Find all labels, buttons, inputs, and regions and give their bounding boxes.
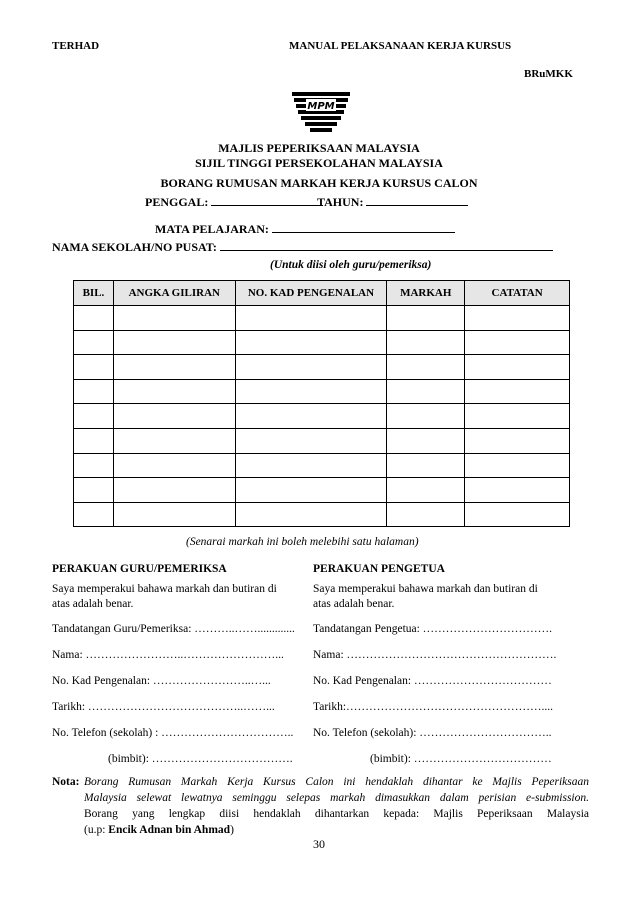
table-footnote: (Senarai markah ini boleh melebihi satu halaman) (186, 536, 419, 548)
cell-markah[interactable] (387, 355, 465, 380)
cell-bil[interactable] (74, 330, 114, 355)
cell-markah[interactable] (387, 428, 465, 453)
note-line-4 (84, 823, 234, 838)
table-row (74, 428, 570, 453)
table-row (74, 355, 570, 380)
cell-angka-giliran[interactable] (113, 478, 235, 503)
cell-angka-giliran[interactable] (113, 355, 235, 380)
cell-angka-giliran[interactable] (113, 428, 235, 453)
col-bil: BIL. (74, 281, 114, 306)
table-row (74, 502, 570, 527)
cell-bil[interactable] (74, 355, 114, 380)
penggal-line[interactable] (211, 194, 323, 206)
cell-bil[interactable] (74, 478, 114, 503)
penggal-field[interactable] (145, 194, 323, 210)
cell-markah[interactable] (387, 453, 465, 478)
cell-catatan[interactable] (465, 404, 570, 429)
cell-markah[interactable] (387, 379, 465, 404)
cell-catatan[interactable] (465, 306, 570, 331)
cell-angka-giliran[interactable] (113, 306, 235, 331)
right-mobile-field[interactable]: (bimbit): ……………………………… (370, 753, 552, 765)
cell-no-kad-pengenalan[interactable] (235, 379, 387, 404)
cell-catatan[interactable] (465, 502, 570, 527)
nama-sekolah-line[interactable] (220, 239, 553, 251)
col-markah: MARKAH (387, 281, 465, 306)
table-row (74, 379, 570, 404)
tahun-line[interactable] (366, 194, 468, 206)
mpm-logo (290, 90, 352, 136)
marks-table-header (74, 281, 570, 306)
cell-bil[interactable] (74, 379, 114, 404)
cell-catatan[interactable] (465, 453, 570, 478)
left-signature-field[interactable]: Tandatangan Guru/Pemeriksa: ………..……............. (52, 623, 295, 635)
title-form: BORANG RUMUSAN MARKAH KERJA KURSUS CALON (160, 176, 478, 190)
penggal-label: PENGGAL: (145, 195, 209, 209)
title-certificate: SIJIL TINGGI PERSEKOLAHAN MALAYSIA (195, 156, 443, 170)
title-council: MAJLIS PEPERIKSAAN MALAYSIA (218, 141, 420, 155)
right-ic-field[interactable]: No. Kad Pengenalan: ……………………………… (313, 675, 552, 687)
left-ic-field[interactable]: No. Kad Pengenalan: ……………………..…... (52, 675, 271, 687)
right-phone-field[interactable]: No. Telefon (sekolah): …………………………….. (313, 727, 552, 739)
cell-no-kad-pengenalan[interactable] (235, 478, 387, 503)
header-code: BRuMKK (524, 68, 573, 80)
right-decl-title: PERAKUAN PENGETUA (313, 563, 445, 575)
marks-table-body (74, 306, 570, 527)
right-signature-field[interactable]: Tandatangan Pengetua: ……………………………. (313, 623, 553, 635)
left-phone-field[interactable]: No. Telefon (sekolah) : …………………………….. (52, 727, 294, 739)
cell-no-kad-pengenalan[interactable] (235, 330, 387, 355)
cell-bil[interactable] (74, 404, 114, 429)
marks-table (73, 280, 570, 527)
note-line-3: Borang yang lengkap diisi hendaklah dihantarkan kepada: Majlis Peperiksaan Malaysia (84, 808, 589, 820)
mata-pelajaran-label: MATA PELAJARAN: (155, 222, 269, 236)
svg-text:MPM: MPM (307, 101, 335, 112)
cell-bil[interactable] (74, 502, 114, 527)
left-mobile-field[interactable]: (bimbit): ………………………………. (108, 753, 293, 765)
cell-no-kad-pengenalan[interactable] (235, 306, 387, 331)
left-date-field[interactable]: Tarikh: …………………………………..……... (52, 701, 275, 713)
table-row (74, 478, 570, 503)
tahun-label: TAHUN: (317, 195, 364, 209)
cell-markah[interactable] (387, 478, 465, 503)
cell-angka-giliran[interactable] (113, 330, 235, 355)
table-row (74, 330, 570, 355)
cell-no-kad-pengenalan[interactable] (235, 428, 387, 453)
cell-markah[interactable] (387, 306, 465, 331)
cell-angka-giliran[interactable] (113, 502, 235, 527)
header-manual-title: MANUAL PELAKSANAAN KERJA KURSUS (289, 40, 512, 52)
cell-markah[interactable] (387, 502, 465, 527)
cell-no-kad-pengenalan[interactable] (235, 404, 387, 429)
cell-angka-giliran[interactable] (113, 453, 235, 478)
table-row (74, 306, 570, 331)
note-line-1: Borang Rumusan Markah Kerja Kursus Calon ini hendaklah dihantar ke Majlis Peperiksaan (84, 776, 589, 788)
cell-catatan[interactable] (465, 379, 570, 404)
cell-catatan[interactable] (465, 478, 570, 503)
left-name-field[interactable]: Nama: ……………………..……………………... (52, 649, 284, 661)
nama-sekolah-label: NAMA SEKOLAH/NO PUSAT: (52, 240, 217, 254)
col-catatan: CATATAN (465, 281, 570, 306)
left-decl-title: PERAKUAN GURU/PEMERIKSA (52, 563, 227, 575)
filled-by-note: (Untuk diisi oleh guru/pemeriksa) (270, 259, 432, 271)
page-number: 30 (313, 837, 325, 851)
mata-pelajaran-line[interactable] (272, 221, 455, 233)
table-row (74, 453, 570, 478)
cell-no-kad-pengenalan[interactable] (235, 502, 387, 527)
cell-catatan[interactable] (465, 428, 570, 453)
cell-angka-giliran[interactable] (113, 404, 235, 429)
note-label: Nota: (52, 776, 80, 788)
cell-catatan[interactable] (465, 355, 570, 380)
cell-bil[interactable] (74, 428, 114, 453)
mata-pelajaran-field[interactable] (155, 221, 455, 237)
tahun-field[interactable] (317, 194, 468, 210)
cell-no-kad-pengenalan[interactable] (235, 453, 387, 478)
cell-bil[interactable] (74, 453, 114, 478)
cell-markah[interactable] (387, 330, 465, 355)
cell-bil[interactable] (74, 306, 114, 331)
cell-angka-giliran[interactable] (113, 379, 235, 404)
note-contact-prefix: (u.p: (84, 824, 109, 836)
header-classification: TERHAD (52, 40, 100, 52)
right-name-field[interactable]: Nama: ………………………………………………. (313, 649, 557, 661)
right-date-field[interactable]: Tarikh:…………………………………………….... (313, 701, 554, 713)
note-contact-suffix: ) (230, 824, 234, 836)
left-decl-statement-1: Saya memperakui bahawa markah dan butiran di (52, 583, 277, 595)
table-row (74, 404, 570, 429)
cell-no-kad-pengenalan[interactable] (235, 355, 387, 380)
cell-catatan[interactable] (465, 330, 570, 355)
cell-markah[interactable] (387, 404, 465, 429)
note-contact-name: Encik Adnan bin Ahmad (108, 824, 231, 836)
col-angka-giliran: ANGKA GILIRAN (113, 281, 235, 306)
note-line-2: Malaysia selewat lewatnya seminggu selepas markah dimasukkan dalam perisian e-submission. (84, 792, 589, 804)
nama-sekolah-field[interactable] (52, 239, 553, 255)
left-decl-statement-2: atas adalah benar. (52, 598, 134, 610)
col-no-kad-pengenalan: NO. KAD PENGENALAN (235, 281, 387, 306)
right-decl-statement-1: Saya memperakui bahawa markah dan butiran di (313, 583, 538, 595)
right-decl-statement-2: atas adalah benar. (313, 598, 395, 610)
